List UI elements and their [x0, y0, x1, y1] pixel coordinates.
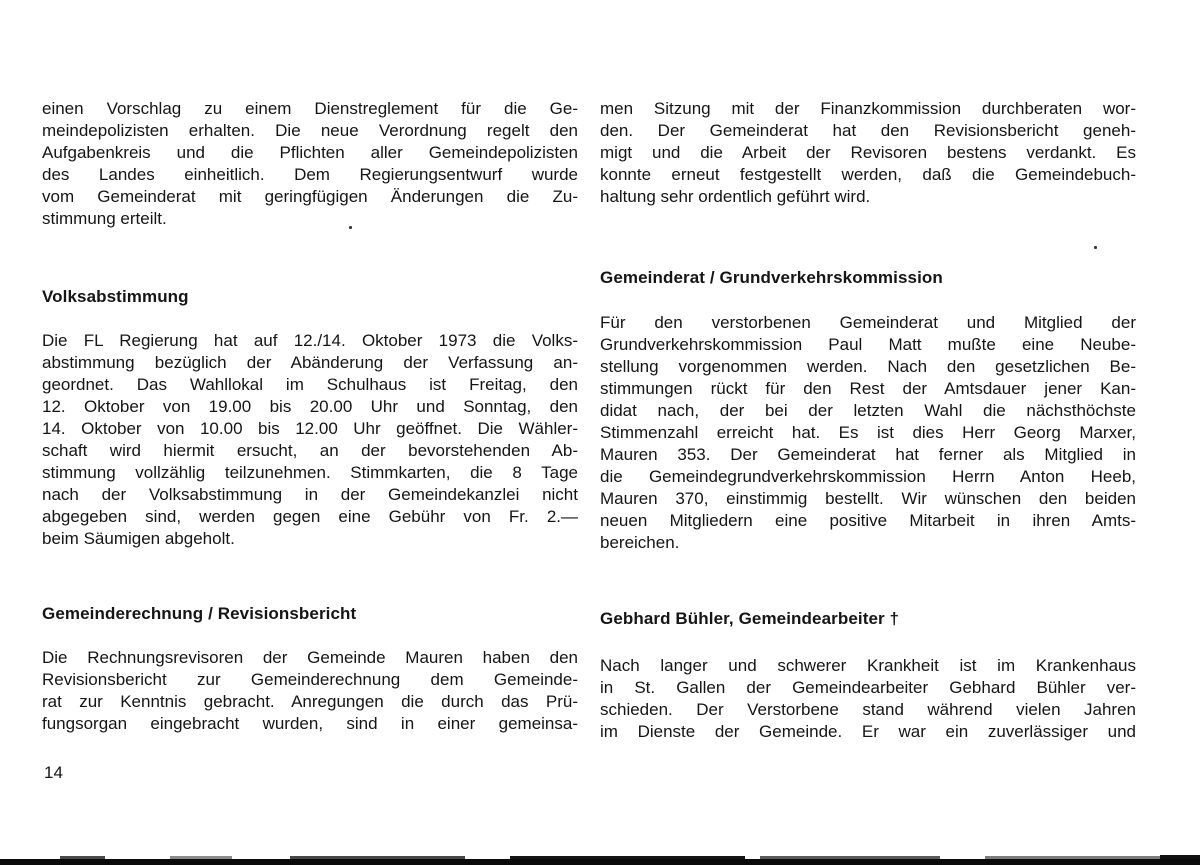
section-heading: Gemeinderat / Grundverkehrskommission	[600, 268, 943, 287]
text-column-right	[600, 98, 1136, 743]
text-line: konnte erneut festgestellt werden, daß die Gemeindebuch-	[600, 165, 1136, 184]
text-line: abgegeben sind, werden gegen eine Gebühr von Fr. 2.—	[42, 507, 578, 526]
page-number: 14	[44, 763, 63, 782]
text-line: Stimmenzahl erreicht hat. Es ist dies Herr Georg Marxer,	[600, 423, 1136, 442]
paragraph	[600, 98, 1136, 208]
scan-edge-bar	[0, 859, 1200, 865]
text-line: den. Der Gemeinderat hat den Revisionsbericht geneh-	[600, 121, 1136, 140]
text-line: bereichen.	[600, 533, 680, 552]
section-heading: Gemeinderechnung / Revisionsbericht	[42, 604, 357, 623]
text-line: des Landes einheitlich. Dem Regierungsentwurf wurde	[42, 165, 578, 184]
scan-artifact-dot	[349, 226, 352, 229]
section-heading: Gebhard Bühler, Gemeindearbeiter †	[600, 609, 900, 628]
text-line: einen Vorschlag zu einem Dienstreglement für die Ge-	[42, 99, 578, 118]
scan-edge-segment	[510, 856, 745, 859]
scan-edge-segment	[985, 856, 1160, 859]
text-line: Mauren 353. Der Gemeinderat hat ferner als Mitglied in	[600, 445, 1136, 464]
text-line: Die Rechnungsrevisoren der Gemeinde Mauren haben den	[42, 648, 578, 667]
paragraph	[600, 655, 1136, 743]
scan-edge-segment	[760, 856, 940, 859]
text-line: Grundverkehrskommission Paul Matt mußte eine Neube-	[600, 335, 1136, 354]
text-line: Revisionsbericht zur Gemeinderechnung dem Gemeinde-	[42, 670, 578, 689]
text-line: vom Gemeinderat mit geringfügigen Änderungen die Zu-	[42, 187, 578, 206]
text-line: die Gemeindegrundverkehrskommission Herrn Anton Heeb,	[600, 467, 1136, 486]
text-line: 12. Oktober von 19.00 bis 20.00 Uhr und Sonntag, den	[42, 397, 578, 416]
section-heading: Volksabstimmung	[42, 287, 189, 306]
text-line: migt und die Arbeit der Revisoren bestens verdankt. Es	[600, 143, 1136, 162]
text-line: schaft wird hiermit ersucht, an der bevorstehenden Ab-	[42, 441, 578, 460]
text-line: haltung sehr ordentlich geführt wird.	[600, 187, 871, 206]
text-column-left	[42, 98, 578, 735]
scan-edge-segment	[290, 856, 465, 859]
text-line: im Dienste der Gemeinde. Er war ein zuverlässiger und	[600, 722, 1136, 741]
text-line: rat zur Kenntnis gebracht. Anregungen die durch das Prü-	[42, 692, 578, 711]
text-line: 14. Oktober von 10.00 bis 12.00 Uhr geöffnet. Die Wähler-	[42, 419, 578, 438]
scan-edge-segment	[170, 856, 232, 859]
text-line: meindepolizisten erhalten. Die neue Verordnung regelt den	[42, 121, 578, 140]
paragraph	[600, 312, 1136, 554]
text-line: stellung vorgenommen werden. Nach den gesetzlichen Be-	[600, 357, 1136, 376]
paragraph	[42, 98, 578, 230]
scan-artifact-dot	[1094, 246, 1097, 249]
text-line: Aufgabenkreis und die Pflichten aller Gemeindepolizisten	[42, 143, 578, 162]
paragraph	[42, 330, 578, 550]
text-line: Für den verstorbenen Gemeinderat und Mitglied der	[600, 313, 1136, 332]
text-line: Mauren 370, einstimmig bestellt. Wir wünschen den beiden	[600, 489, 1136, 508]
text-line: geordnet. Das Wahllokal im Schulhaus ist Freitag, den	[42, 375, 578, 394]
text-line: fungsorgan eingebracht wurden, sind in einer gemeinsa-	[42, 714, 578, 733]
text-line: stimmung erteilt.	[42, 209, 167, 228]
text-line: nach der Volksabstimmung in der Gemeindekanzlei nicht	[42, 485, 578, 504]
text-line: Die FL Regierung hat auf 12./14. Oktober 1973 die Volks-	[42, 331, 578, 350]
text-line: neuen Mitgliedern eine positive Mitarbeit in ihren Amts-	[600, 511, 1136, 530]
text-line: beim Säumigen abgeholt.	[42, 529, 235, 548]
paragraph	[42, 647, 578, 735]
text-line: stimmung vollzählig teilzunehmen. Stimmkarten, die 8 Tage	[42, 463, 578, 482]
text-line: Nach langer und schwerer Krankheit ist im Krankenhaus	[600, 656, 1136, 675]
text-line: stimmungen rückt für den Rest der Amtsdauer jener Kan-	[600, 379, 1136, 398]
text-line: in St. Gallen der Gemeindearbeiter Gebhard Bühler ver-	[600, 678, 1136, 697]
text-line: didat nach, der bei der letzten Wahl die nächsthöchste	[600, 401, 1136, 420]
text-line: schieden. Der Verstorbene stand während vielen Jahren	[600, 700, 1136, 719]
scan-edge-segment	[60, 856, 105, 859]
text-line: abstimmung bezüglich der Abänderung der Verfassung an-	[42, 353, 578, 372]
scan-edge-segment	[1160, 855, 1200, 859]
text-line: men Sitzung mit der Finanzkommission durchberaten wor-	[600, 99, 1136, 118]
